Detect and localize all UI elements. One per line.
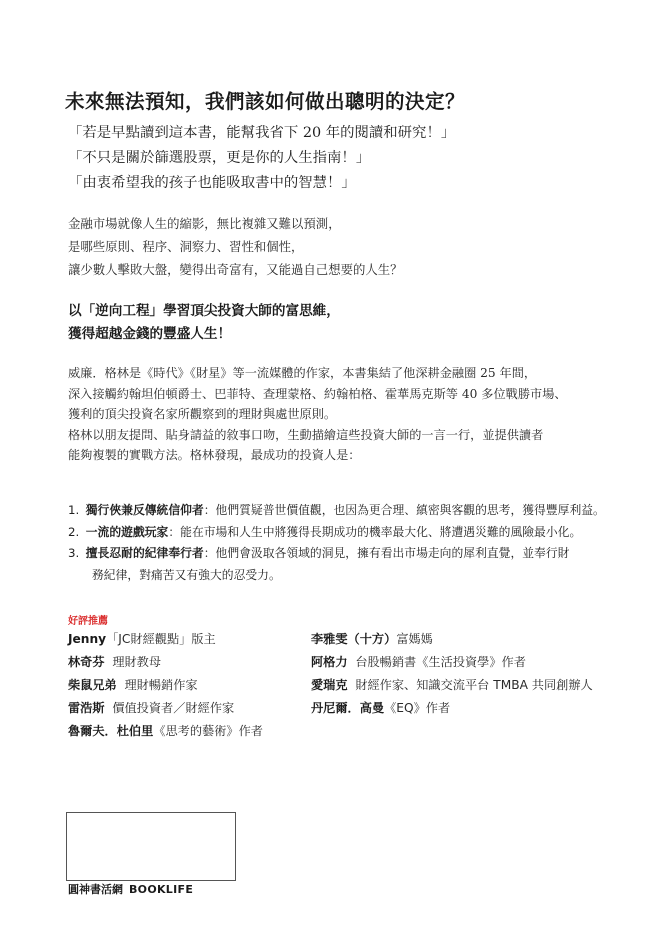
review-entry — [68, 630, 216, 648]
investor-traits-list — [68, 500, 605, 586]
list-item-text: ：他們質疑普世價值觀，也因為更合理、縝密與客觀的思考，獲得豐厚利益。 — [203, 503, 605, 517]
reviewer-desc: 理財暢銷作家 — [124, 678, 198, 692]
quote-line: 「若是早點讀到這本書，能幫我省下 20 年的閱讀和研究！」 — [68, 125, 456, 141]
reviewer-name: 林奇芬 — [68, 655, 105, 669]
list-number: 1. — [68, 503, 80, 517]
intro-line: 金融市場就像人生的縮影，無比複雜又難以預測， — [68, 216, 341, 231]
list-item-title: 擅長忍耐的紀律奉行者 — [85, 546, 204, 560]
review-entry — [68, 722, 263, 740]
list-number: 2. — [68, 524, 80, 539]
endorsement-quotes — [68, 121, 455, 196]
review-entry — [68, 699, 234, 717]
list-item-title: 一流的遊戲玩家 — [85, 524, 169, 539]
subheading — [68, 300, 340, 346]
review-entry — [311, 630, 433, 648]
review-entry — [311, 699, 450, 717]
body-line: 獲利的頂尖投資名家所觀察到的理財與處世原則。 — [68, 407, 337, 422]
reviewer-desc: 台股暢銷書《生活投資學》作者 — [355, 655, 526, 669]
reviewer-desc: 《思考的藝術》作者 — [153, 724, 263, 738]
reviewer-desc: 價值投資者／財經作家 — [112, 701, 235, 715]
body-line: 能夠複製的實戰方法。格林發現，最成功的投資人是： — [68, 448, 361, 463]
intro-line: 是哪些原則、程序、洞察力、習性和個性， — [68, 239, 304, 254]
reviewer-desc: 《EQ》作者 — [384, 701, 451, 715]
list-item-text: 務紀律，對痛苦又有強大的忍受力。 — [92, 567, 281, 582]
description-paragraph — [68, 363, 567, 466]
review-entry — [68, 653, 161, 671]
review-entry — [311, 676, 593, 694]
list-number: 3. — [68, 546, 80, 560]
reviewer-name: 魯爾夫．杜伯里 — [68, 724, 154, 738]
reviewer-name: 丹尼爾．高曼 — [311, 701, 385, 715]
reviewer-name: 李雅雯（十方） — [311, 632, 397, 646]
quote-line: 「由衷希望我的孩子也能吸取書中的智慧！」 — [68, 175, 356, 191]
list-item — [68, 522, 605, 544]
publisher-name: 圓神書活網 — [68, 883, 123, 896]
reviewer-desc: 財經作家、知識交流平台 TMBA 共同創辦人 — [355, 678, 593, 692]
reviews-title: 好評推薦 — [68, 616, 108, 627]
reviewer-desc: 富媽媽 — [396, 632, 433, 646]
intro-paragraph — [68, 212, 403, 281]
reviewer-name: 愛瑞克 — [311, 678, 348, 692]
list-item — [68, 543, 605, 565]
list-item-title: 獨行俠兼反傳統信仰者 — [85, 503, 204, 517]
reviewer-name: 阿格力 — [311, 655, 348, 669]
barcode-placeholder-box — [66, 812, 236, 881]
list-item-continuation — [68, 565, 605, 587]
body-line: 深入接觸約翰坦伯頓爵士、巴菲特、查理蒙格、約翰柏格、霍華馬克斯等 40 多位戰勝市場、 — [68, 386, 567, 401]
subheading-line: 獲得超越金錢的豐盛人生！ — [68, 326, 232, 342]
headline: 未來無法預知，我們該如何做出聰明的決定？ — [65, 90, 466, 113]
publisher-logo — [68, 881, 193, 897]
reviewer-name: 柴鼠兄弟 — [68, 678, 117, 692]
quote-line: 「不只是關於篩選股票，更是你的人生指南！」 — [68, 150, 371, 166]
review-entry — [311, 653, 526, 671]
publisher-brand: BOOKLIFE — [129, 883, 194, 896]
reviewer-name: 雷浩斯 — [68, 701, 105, 715]
reviewer-desc: 理財教母 — [112, 655, 162, 669]
body-line: 威廉．格林是《時代》《財星》等一流媒體的作家，本書集結了他深耕金融圈 25 年間， — [68, 366, 537, 380]
list-item — [68, 500, 605, 522]
list-item-text: ：能在市場和人生中將獲得長期成功的機率最大化、將遭遇災難的風險最小化。 — [168, 524, 582, 539]
intro-line: 讓少數人擊敗大盤，變得出奇富有，又能過自己想要的人生？ — [68, 262, 403, 277]
list-item-text: ：他們會汲取各領域的洞見，擁有看出市場走向的犀利直覺，並奉行財 — [203, 546, 570, 560]
reviewer-desc: 「JC財經觀點」版主 — [106, 632, 216, 646]
subheading-line: 以「逆向工程」學習頂尖投資大師的富思維， — [68, 303, 340, 319]
reviewer-name: Jenny — [68, 632, 107, 646]
body-line: 格林以朋友提問、貼身請益的敘事口吻，生動描繪這些投資大師的一言一行，並提供讀者 — [68, 427, 544, 442]
review-entry — [68, 676, 198, 694]
